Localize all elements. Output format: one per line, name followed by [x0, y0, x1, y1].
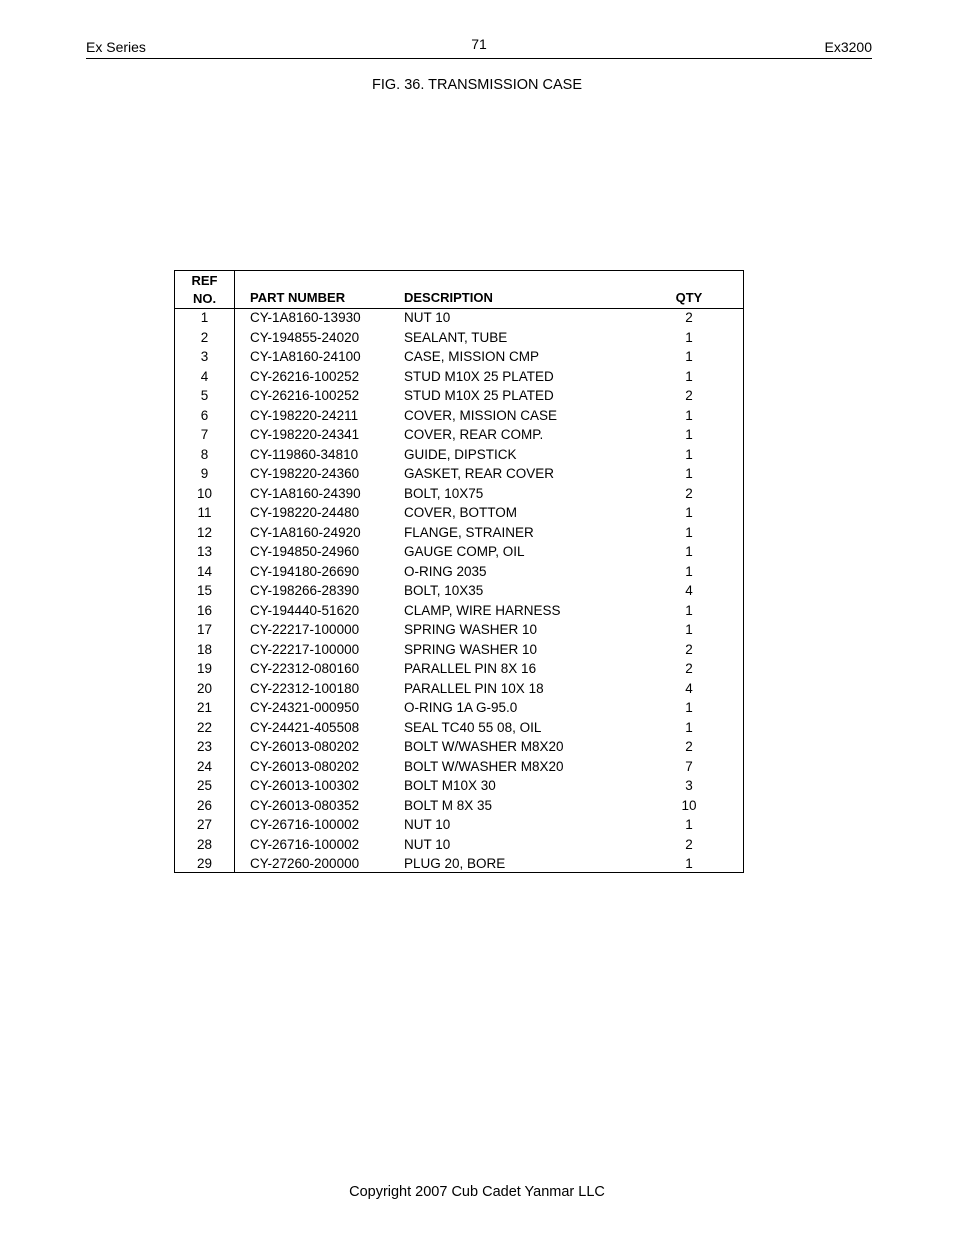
table-row	[175, 738, 743, 758]
description-cell: COVER, MISSION CASE	[404, 407, 558, 423]
description-cell: STUD M10X 25 PLATED	[404, 368, 554, 384]
qty-cell: 1	[685, 622, 693, 637]
ref-cell: 27	[196, 817, 213, 832]
qty-cell: 1	[685, 563, 693, 579]
table-row	[175, 368, 743, 388]
qty-cell: 1	[685, 602, 693, 618]
description-cell: O-RING 2035	[404, 563, 487, 579]
qty-cell: 1	[685, 427, 693, 442]
part-number-cell: CY-198220-24360	[250, 466, 360, 481]
part-number-cell: CY-198220-24341	[250, 427, 360, 442]
description-cell: COVER, BOTTOM	[404, 505, 518, 520]
table-row	[175, 426, 743, 446]
description-cell: SEAL TC40 55 08, OIL	[404, 719, 542, 735]
ref-cell: 21	[196, 700, 213, 715]
part-number-cell: CY-22312-080160	[250, 661, 360, 676]
description-cell: NUT 10	[404, 817, 451, 832]
qty-cell: 1	[685, 505, 693, 520]
ref-cell: 10	[196, 485, 213, 501]
ref-cell: 20	[196, 680, 213, 696]
description-cell: FLANGE, STRAINER	[404, 524, 534, 540]
part-number-cell: CY-26013-100302	[250, 778, 360, 793]
column-header-ref-line1: REF	[191, 273, 218, 288]
qty-cell: 1	[685, 856, 693, 871]
table-row	[175, 660, 743, 680]
ref-cell: 24	[196, 758, 213, 774]
part-number-cell: CY-26013-080352	[250, 797, 360, 813]
part-number-cell: CY-198266-28390	[250, 583, 360, 598]
qty-cell: 2	[685, 661, 693, 676]
table-row	[175, 407, 743, 427]
part-number-cell: CY-22217-100000	[250, 622, 360, 637]
table-row	[175, 563, 743, 583]
description-cell: SPRING WASHER 10	[404, 622, 538, 637]
qty-cell: 2	[685, 641, 693, 657]
qty-cell: 1	[685, 446, 693, 462]
parts-table	[174, 270, 744, 873]
ref-cell: 6	[200, 407, 209, 423]
description-cell: BOLT M10X 30	[404, 778, 496, 793]
qty-cell: 10	[681, 797, 697, 813]
description-cell: NUT 10	[404, 836, 451, 852]
part-number-cell: CY-26013-080202	[250, 739, 360, 754]
qty-cell: 1	[685, 368, 693, 384]
table-row	[175, 719, 743, 739]
qty-cell: 3	[685, 778, 693, 793]
table-row	[175, 582, 743, 602]
ref-cell: 3	[200, 349, 209, 364]
ref-cell: 13	[196, 544, 213, 559]
qty-cell: 4	[685, 680, 693, 696]
part-number-cell: CY-194855-24020	[250, 329, 360, 345]
column-header-part-number: PART NUMBER	[250, 290, 346, 305]
figure-title: FIG. 36. TRANSMISSION CASE	[371, 77, 583, 93]
ref-cell: 19	[196, 661, 213, 676]
description-cell: STUD M10X 25 PLATED	[404, 388, 554, 403]
table-row	[175, 329, 743, 349]
part-number-cell: CY-22217-100000	[250, 641, 360, 657]
table-body	[175, 309, 743, 875]
page-number: 71	[471, 36, 487, 52]
qty-cell: 1	[685, 544, 693, 559]
description-cell: GAUGE COMP, OIL	[404, 544, 525, 559]
ref-cell: 11	[197, 505, 212, 520]
description-cell: PARALLEL PIN 10X 18	[404, 680, 544, 696]
part-number-cell: CY-26216-100252	[250, 388, 360, 403]
qty-cell: 2	[685, 388, 693, 403]
qty-cell: 1	[685, 817, 693, 832]
description-cell: BOLT W/WASHER M8X20	[404, 758, 564, 774]
description-cell: NUT 10	[404, 310, 451, 325]
part-number-cell: CY-194850-24960	[250, 544, 360, 559]
qty-cell: 7	[685, 758, 693, 774]
description-cell: SPRING WASHER 10	[404, 641, 538, 657]
table-row	[175, 309, 743, 329]
table-row	[175, 855, 743, 875]
part-number-cell: CY-119860-34810	[250, 446, 359, 462]
qty-cell: 1	[685, 700, 693, 715]
table-row	[175, 504, 743, 524]
qty-cell: 2	[685, 836, 693, 852]
description-cell: COVER, REAR COMP.	[404, 427, 544, 442]
part-number-cell: CY-1A8160-24390	[250, 485, 361, 501]
ref-cell: 16	[196, 602, 213, 618]
part-number-cell: CY-24321-000950	[250, 700, 360, 715]
table-row	[175, 836, 743, 856]
ref-cell: 22	[196, 719, 213, 735]
qty-cell: 1	[685, 719, 693, 735]
table-row	[175, 816, 743, 836]
qty-cell: 2	[685, 485, 693, 501]
ref-cell: 8	[200, 446, 209, 462]
part-number-cell: CY-26716-100002	[250, 817, 360, 832]
part-number-cell: CY-194180-26690	[250, 563, 360, 579]
qty-cell: 1	[685, 349, 693, 364]
copyright-footer: Copyright 2007 Cub Cadet Yanmar LLC	[349, 1184, 605, 1200]
ref-cell: 15	[196, 583, 213, 598]
description-cell: BOLT, 10X75	[404, 485, 484, 501]
model-label: Ex3200	[824, 39, 872, 55]
part-number-cell: CY-27260-200000	[250, 856, 360, 871]
table-row	[175, 348, 743, 368]
table-row	[175, 777, 743, 797]
ref-cell: 12	[196, 524, 213, 540]
table-row	[175, 543, 743, 563]
table-row	[175, 602, 743, 622]
part-number-cell: CY-1A8160-24920	[250, 524, 361, 540]
qty-cell: 1	[685, 329, 693, 345]
table-row	[175, 446, 743, 466]
part-number-cell: CY-26013-080202	[250, 758, 360, 774]
qty-cell: 2	[685, 310, 693, 325]
column-header-ref	[175, 272, 234, 308]
ref-cell: 14	[196, 563, 213, 579]
qty-cell: 1	[685, 407, 693, 423]
description-cell: O-RING 1A G-95.0	[404, 700, 518, 715]
table-row	[175, 485, 743, 505]
qty-cell: 2	[685, 739, 693, 754]
column-header-description: DESCRIPTION	[404, 290, 493, 305]
qty-cell: 1	[685, 524, 693, 540]
ref-cell: 23	[196, 739, 213, 754]
ref-cell: 26	[196, 797, 213, 813]
table-row	[175, 699, 743, 719]
ref-cell: 28	[196, 836, 213, 852]
page-header	[86, 36, 872, 59]
ref-cell: 17	[196, 622, 213, 637]
part-number-cell: CY-1A8160-13930	[250, 310, 361, 325]
ref-cell: 4	[200, 368, 209, 384]
part-number-cell: CY-198220-24480	[250, 505, 360, 520]
qty-cell: 4	[685, 583, 693, 598]
part-number-cell: CY-1A8160-24100	[250, 349, 361, 364]
ref-cell: 29	[196, 856, 213, 871]
ref-cell: 18	[196, 641, 213, 657]
table-row	[175, 641, 743, 661]
table-row	[175, 387, 743, 407]
description-cell: BOLT, 10X35	[404, 583, 484, 598]
description-cell: PLUG 20, BORE	[404, 856, 506, 871]
column-header-qty: QTY	[675, 290, 703, 305]
table-row	[175, 524, 743, 544]
column-header-ref-line2: NO.	[192, 291, 217, 306]
part-number-cell: CY-22312-100180	[250, 680, 360, 696]
table-row	[175, 797, 743, 817]
part-number-cell: CY-24421-405508	[250, 719, 360, 735]
description-cell: PARALLEL PIN 8X 16	[404, 661, 537, 676]
ref-cell: 2	[200, 329, 209, 345]
ref-cell: 5	[200, 388, 209, 403]
description-cell: CASE, MISSION CMP	[404, 349, 540, 364]
ref-cell: 1	[200, 310, 209, 325]
description-cell: CLAMP, WIRE HARNESS	[404, 602, 561, 618]
description-cell: BOLT M 8X 35	[404, 797, 493, 813]
description-cell: BOLT W/WASHER M8X20	[404, 739, 564, 754]
ref-cell: 9	[200, 466, 209, 481]
description-cell: GUIDE, DIPSTICK	[404, 446, 517, 462]
table-row	[175, 680, 743, 700]
table-row	[175, 465, 743, 485]
ref-cell: 7	[200, 427, 209, 442]
part-number-cell: CY-26716-100002	[250, 836, 360, 852]
description-cell: SEALANT, TUBE	[404, 329, 508, 345]
table-row	[175, 621, 743, 641]
qty-cell: 1	[685, 466, 693, 481]
part-number-cell: CY-198220-24211	[250, 407, 359, 423]
part-number-cell: CY-26216-100252	[250, 368, 360, 384]
ref-cell: 25	[196, 778, 213, 793]
description-cell: GASKET, REAR COVER	[404, 466, 555, 481]
series-label: Ex Series	[86, 39, 146, 55]
table-row	[175, 758, 743, 778]
part-number-cell: CY-194440-51620	[250, 602, 360, 618]
